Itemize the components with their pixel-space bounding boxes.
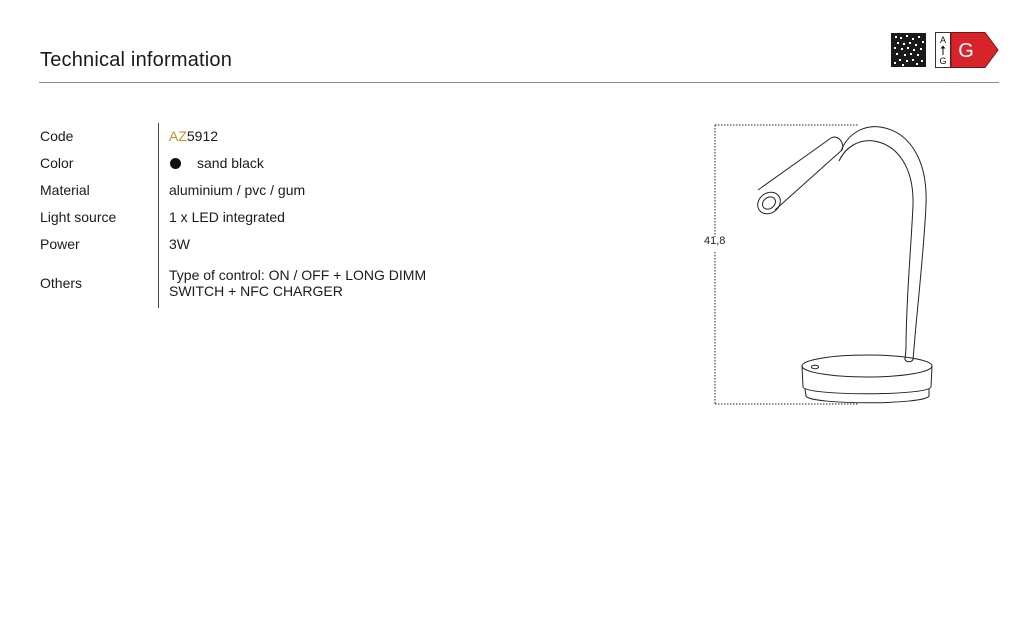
color-value: sand black <box>197 155 264 171</box>
gooseneck-outer <box>841 127 926 360</box>
spec-table <box>40 123 426 308</box>
lamp-drawing <box>700 118 940 410</box>
spec-value-light-source: 1 x LED integrated <box>169 209 285 225</box>
spec-value-power: 3W <box>169 236 190 252</box>
energy-class: G <box>958 40 974 62</box>
energy-scale-bottom: G <box>939 56 947 66</box>
code-number: 5912 <box>186 128 219 144</box>
base-top <box>802 355 932 377</box>
energy-label-icon <box>935 32 999 68</box>
spec-value-material: aluminium / pvc / gum <box>169 182 306 198</box>
energy-scale-top: A <box>939 35 947 45</box>
spec-row-others <box>40 258 426 308</box>
spec-label-code: Code <box>40 123 159 150</box>
spec-row-color <box>40 150 426 177</box>
gooseneck-joint <box>905 358 913 362</box>
spec-label-power: Power <box>40 231 159 258</box>
spec-value-color <box>159 150 264 177</box>
lamp-head-body <box>758 137 843 210</box>
spec-label-light-source: Light source <box>40 204 159 231</box>
spec-row-power <box>40 231 426 258</box>
others-line-2: SWITCH + NFC CHARGER <box>169 283 343 299</box>
spec-label-color: Color <box>40 150 159 177</box>
spec-value-code <box>159 123 218 150</box>
spec-value-others <box>159 267 426 299</box>
title-divider <box>39 82 999 83</box>
color-swatch-icon <box>170 158 181 169</box>
others-line-1: Type of control: ON / OFF + LONG DIMM <box>169 267 427 283</box>
base-side <box>802 366 932 394</box>
spec-row-material <box>40 177 426 204</box>
spec-row-code <box>40 123 426 150</box>
qr-code-icon <box>891 33 926 67</box>
page-title: Technical information <box>40 49 233 71</box>
base-foot <box>805 389 929 403</box>
height-dimension-label: 41,8 <box>704 235 726 247</box>
gooseneck-inner <box>839 141 913 360</box>
spec-label-material: Material <box>40 177 159 204</box>
nfc-button-icon <box>812 365 819 369</box>
code-prefix: AZ <box>169 128 187 144</box>
spec-label-others: Others <box>40 258 159 308</box>
lamp-head-lens <box>760 194 778 211</box>
spec-row-light-source <box>40 204 426 231</box>
lamp-head-face <box>753 188 784 219</box>
